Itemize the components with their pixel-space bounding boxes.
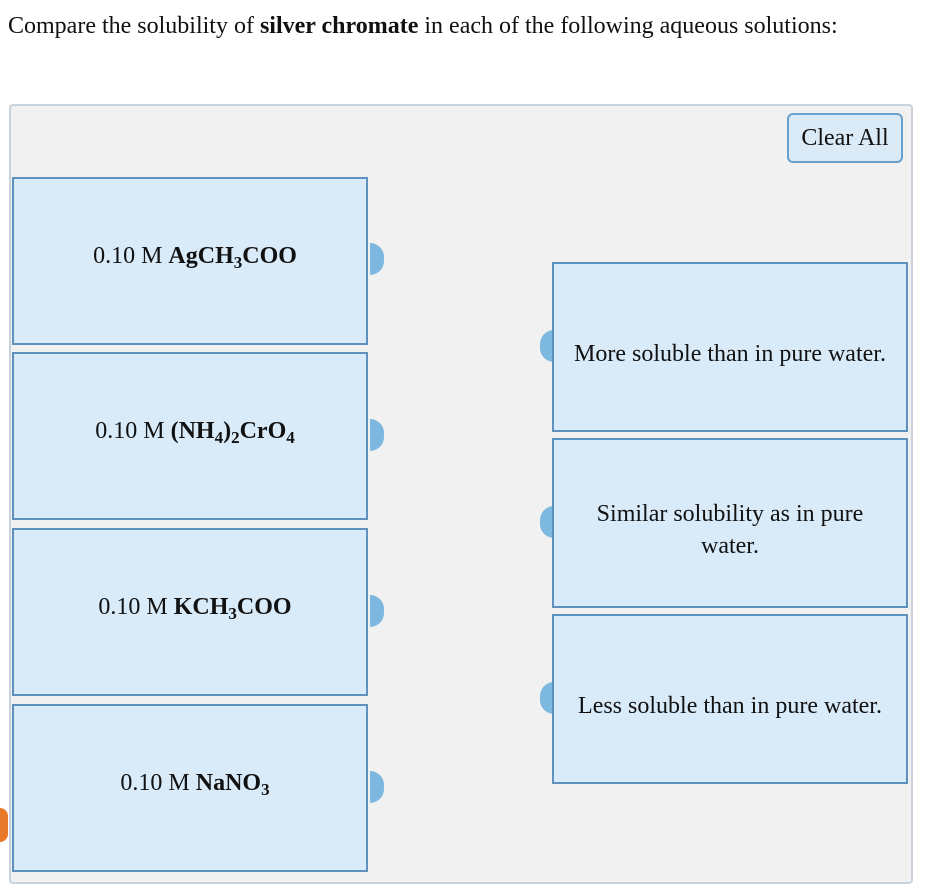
clear-all-button[interactable]: Clear All — [787, 113, 903, 163]
target-less-soluble[interactable] — [552, 614, 908, 784]
formula: AgCH$_3$COO — [168, 242, 297, 272]
source-item-nh4-2cro4[interactable] — [12, 352, 368, 520]
target-label: Similar solubility as in pure water. — [596, 501, 864, 559]
target-label: More soluble than in pure water. — [574, 341, 886, 367]
source-label: 0.10 M NaNO$_3$ — [120, 769, 270, 799]
source-item-kch3coo[interactable] — [12, 528, 368, 696]
formula: NaNO$_3$ — [195, 769, 270, 799]
question-prompt — [8, 11, 938, 41]
formula: $KCH_3COO$ — [173, 593, 292, 623]
source-label: 0.10 M $(NH_4)_2CrO_4$ — [95, 417, 295, 447]
focus-marker — [0, 808, 8, 842]
target-label: Less soluble than in pure water. — [578, 693, 882, 719]
source-label: 0.10 M AgCH$_3$COO — [93, 242, 297, 272]
formula: $(NH_4)_2CrO_4$ — [170, 417, 295, 447]
prompt-text-end: in each of the following aqueous solutions: — [418, 13, 838, 39]
target-similar-solubility[interactable] — [552, 438, 908, 608]
source-label: 0.10 M $KCH_3COO$ — [98, 593, 292, 623]
source-item-nano3[interactable] — [12, 704, 368, 872]
prompt-bold-term: silver chromate — [259, 13, 419, 39]
prompt-text-start: Compare the solubility of — [8, 13, 260, 39]
source-item-agch3coo[interactable] — [12, 177, 368, 345]
target-more-soluble[interactable] — [552, 262, 908, 432]
